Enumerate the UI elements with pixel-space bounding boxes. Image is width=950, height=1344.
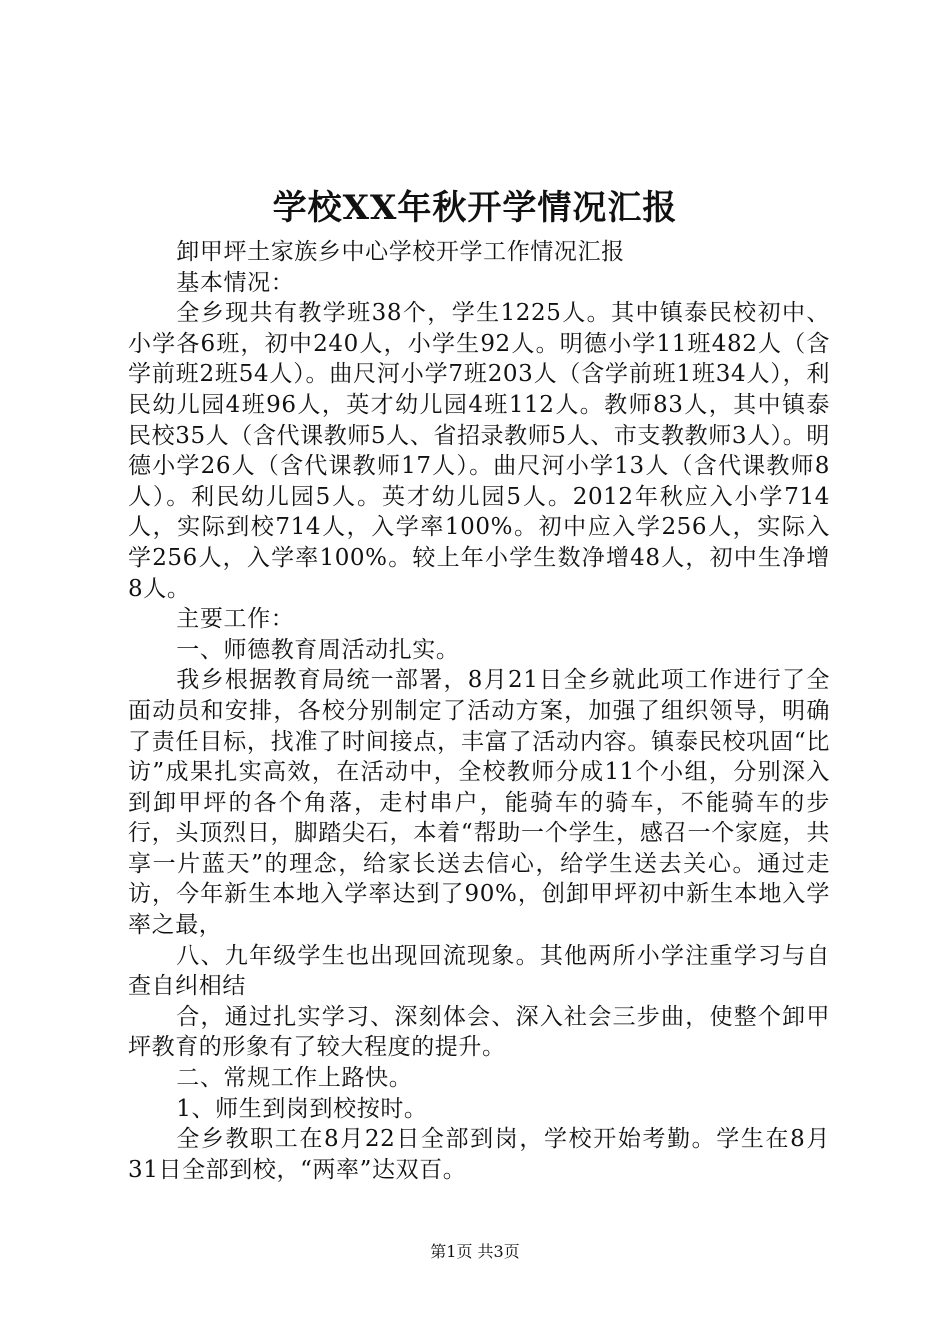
page-footer: 第1页 共3页 <box>430 1242 520 1261</box>
subheading-paragraph: 一、师德教育周活动扎实。 <box>176 636 460 663</box>
section-heading-basic: 基本情况： <box>176 269 295 296</box>
subtitle-paragraph: 卸甲坪土家族乡中心学校开学工作情况汇报 <box>176 239 625 265</box>
body-paragraph: 全乡教职工在8月22日全部到岗，学校开始考勤。学生在8月31日全部到校，“两率”达双百。 <box>128 1126 830 1183</box>
document-body <box>128 237 830 1185</box>
body-paragraph: 八、九年级学生也出现回流现象。其他两所小学注重学习与自查自纠相结 <box>128 942 830 1000</box>
section-heading-main-work: 主要工作： <box>176 606 295 633</box>
document-title: 学校XX年秋开学情况汇报 <box>272 188 678 228</box>
body-paragraph: 合，通过扎实学习、深刻体会、深入社会三步曲，使整个卸甲坪教育的形象有了较大程度的提升。 <box>128 1003 830 1061</box>
body-paragraph: 我乡根据教育局统一部署，8月21日全乡就此项工作进行了全面动员和安排，各校分别制定了活动方案，加强了组织领导，明确了责任目标，找准了时间接点，丰富了活动内容。镇泰民校巩固“比访”成果扎实高效，在活动中，全校教师分成11个小组，分别深入到卸甲坪的各个角落，走村串户，能骑车的骑车，不能骑车的步行，头顶烈日，脚踏尖石，本着“帮助一个学生，感召一个家庭，共享一片蓝天”的理念，给家长送去信心，给学生送去关心。通过走访，今年新生本地入学率达到了90%，创卸甲坪初中新生本地入学率之最， <box>128 667 830 939</box>
body-paragraph: 全乡现共有教学班38个，学生1225人。其中镇泰民校初中、小学各6班，初中240人，小学生92人。明德小学11班482人（含学前班2班54人）。曲尺河小学7班203人（含学前班1班34人），利民幼儿园4班96人，英才幼儿园4班112人。教师83人，其中镇泰民校35人（含代课教师5人、省招录教师5人、市支教教师3人）。明德小学26人（含代课教师17人）。曲尺河小学13人（含代课教师8人）。利民幼儿园5人。英才幼儿园5人。2012年秋应入小学714人，实际到校714人，入学率100%。初中应入学256人，实际入学256人，入学率100%。较上年小学生数净增48人，初中生净增8人。 <box>128 300 830 602</box>
subheading-paragraph: 1、师生到岗到校按时。 <box>176 1095 428 1122</box>
subheading-paragraph: 二、常规工作上路快。 <box>176 1065 413 1092</box>
